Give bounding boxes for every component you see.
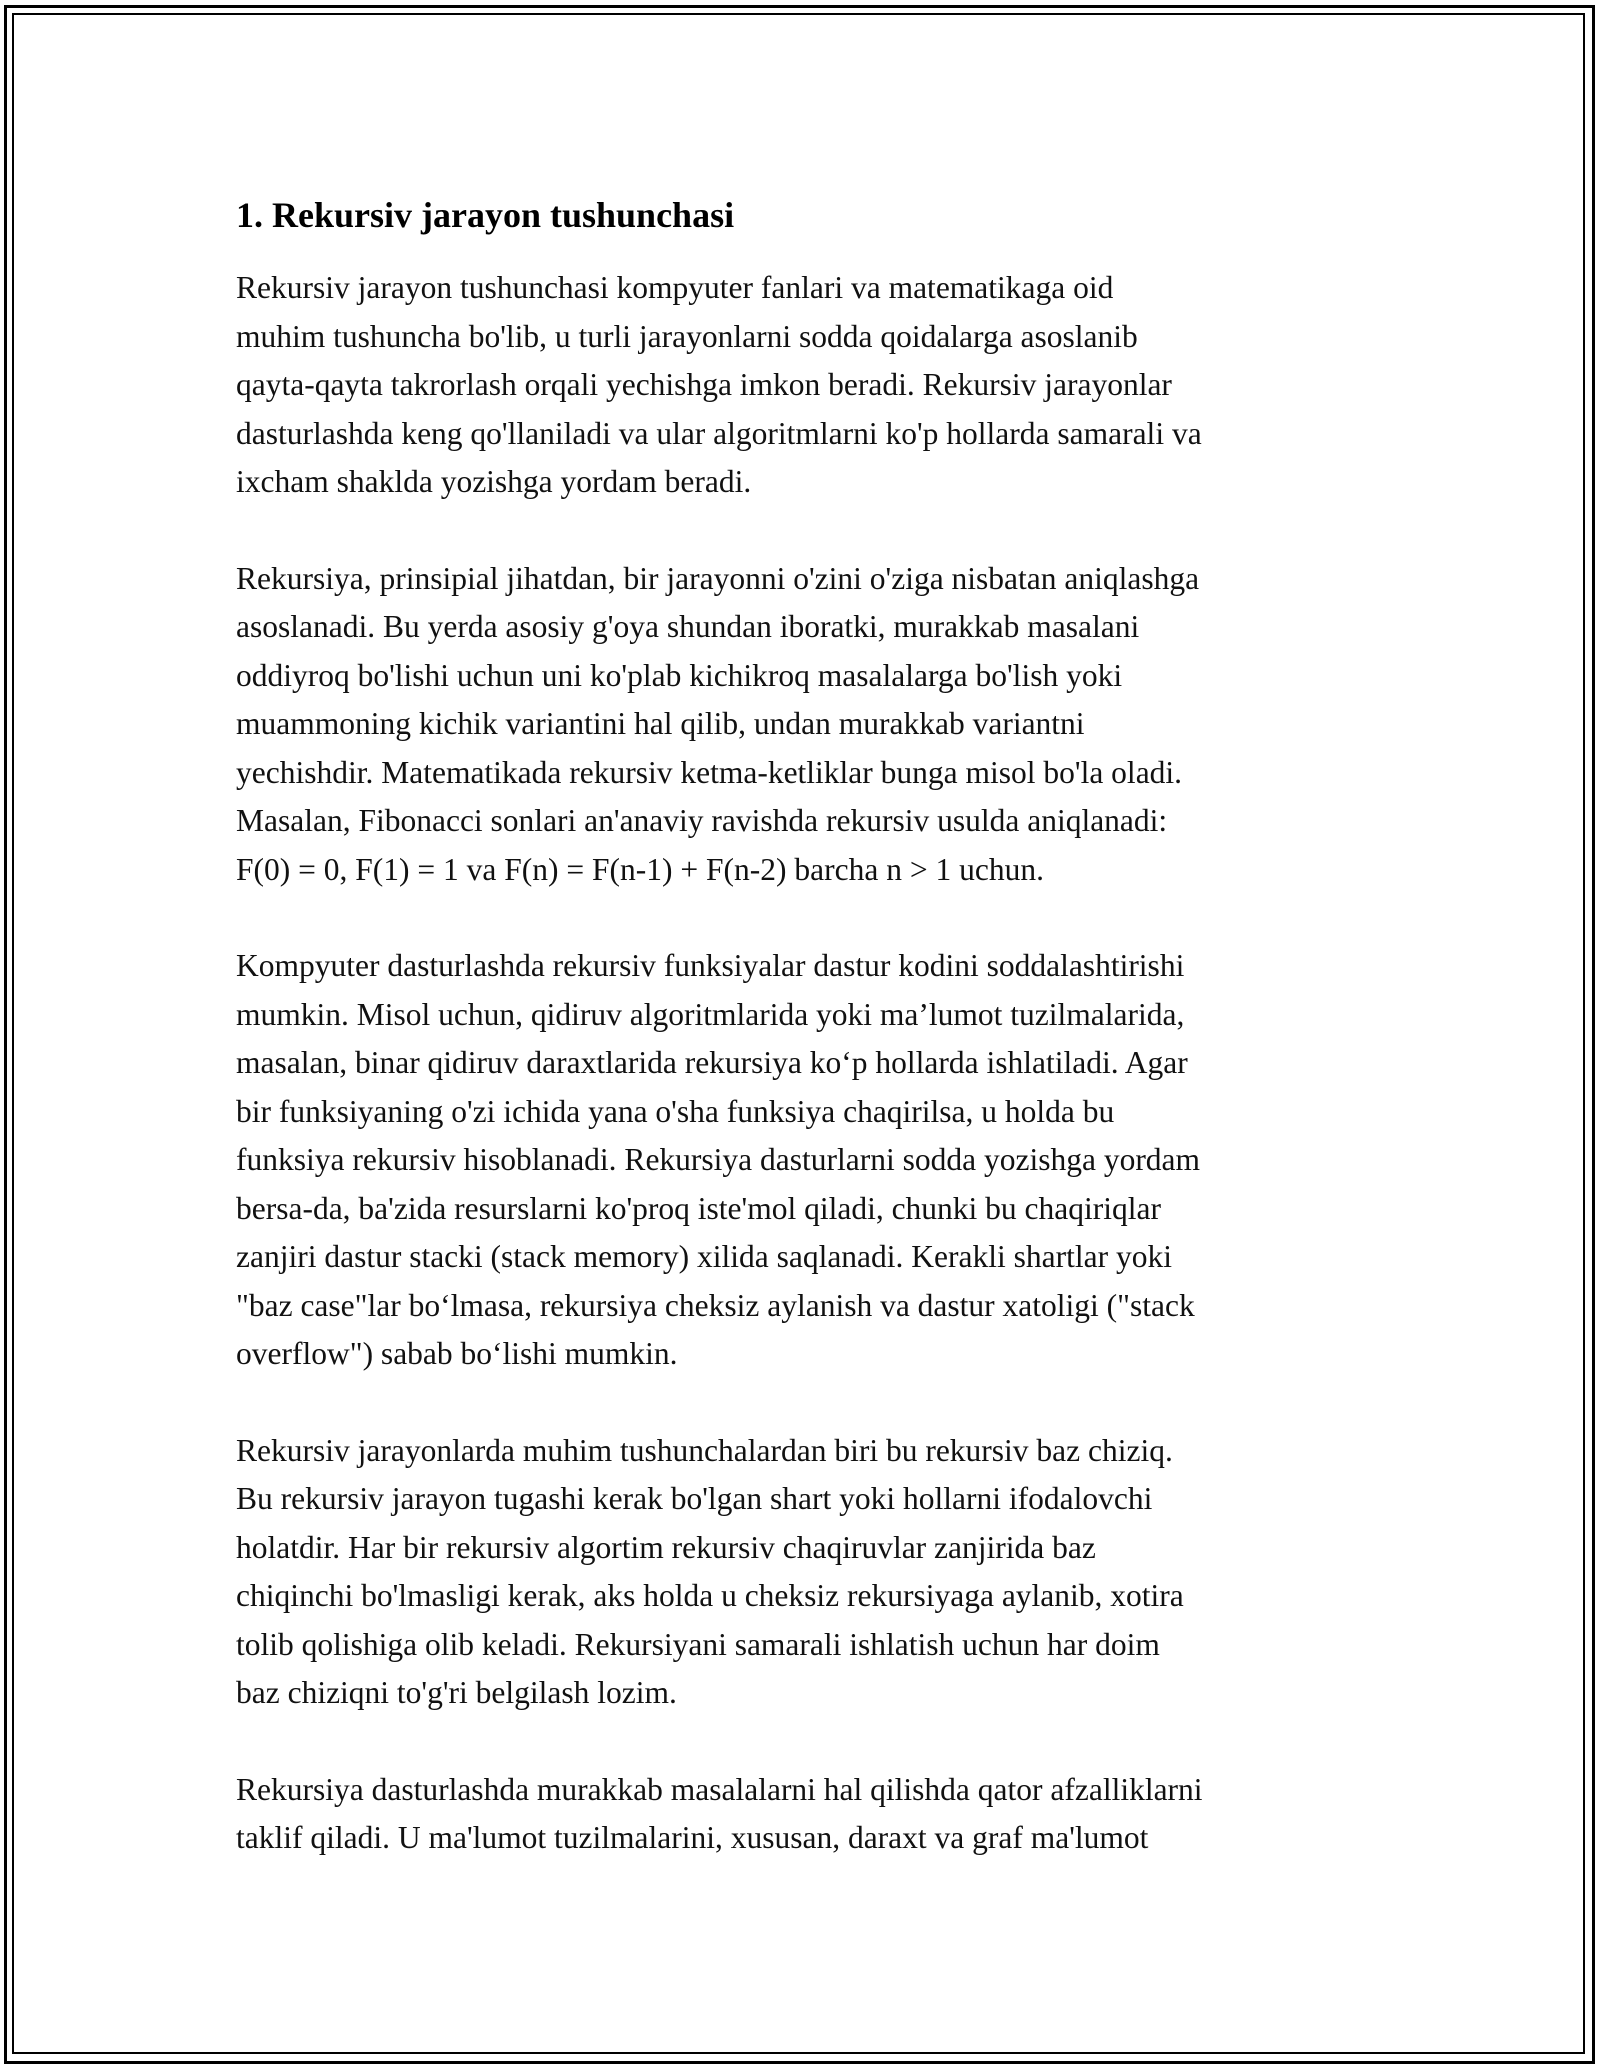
paragraph-1: Rekursiv jarayon tushunchasi kompyuter fanlari va matematikaga oid muhim tushuncha bo'lib, u turli jarayonlarni sodda qoidalarga asoslanib qayta-qayta takrorlash orqali yechishga imkon beradi. Rekursiv jarayonlar dasturlashda keng qo'llaniladi va ular algoritmlarni ko'p hollarda samarali va ixcham shaklda yozishga yordam beradi. [236,270,1202,499]
document-body [236,188,1366,1911]
section-heading: 1. Rekursiv jarayon tushunchasi [236,195,735,235]
paragraph-5: Rekursiya dasturlashda murakkab masalalarni hal qilishda qator afzalliklarni taklif qiladi. U ma'lumot tuzilmalarini, xususan, daraxt va graf ma'lumot [236,1771,1203,1855]
paragraph-3: Kompyuter dasturlashda rekursiv funksiyalar dastur kodini soddalashtirishi mumkin. Misol uchun, qidiruv algoritmlarida yoki ma’lumot tuzilmalarida, masalan, binar qidiruv daraxtlarida rekursiya ko‘p hollarda ishlatiladi. Agar bir funksiyaning o'zi ichida yana o'sha funksiya chaqirilsa, u holda bu funksiya rekursiv hisoblanadi. Rekursiya dasturlarni sodda yozishga yordam bersa-da, ba'zida resurslarni ko'proq iste'mol qiladi, chunki bu chaqiriqlar zanjiri dastur stacki (stack memory) xilida saqlanadi. Kerakli shartlar yoki "baz case"lar bo‘lmasa, rekursiya cheksiz aylanish va dastur xatoligi ("stack overflow") sabab bo‘lishi mumkin. [236,948,1201,1371]
paragraph-2: Rekursiya, prinsipial jihatdan, bir jarayonni o'zini o'ziga nisbatan aniqlashga asoslanadi. Bu yerda asosiy g'oya shundan iboratki, murakkab masalani oddiyroq bo'lishi uchun uni ko'plab kichikroq masalalarga bo'lish yoki muammoning kichik variantini hal qilib, undan murakkab variantni yechishdir. Matematikada rekursiv ketma-ketliklar bunga misol bo'la oladi. Masalan, Fibonacci sonlari an'anaviy ravishda rekursiv usulda aniqlanadi: F(0) = 0, F(1) = 1 va F(n) = F(n-1) + F(n-2) barcha n > 1 uchun. [236,560,1200,887]
paragraph-4: Rekursiv jarayonlarda muhim tushunchalardan biri bu rekursiv baz chiziq. Bu rekursiv jarayon tugashi kerak bo'lgan shart yoki hollarni ifodalovchi holatdir. Har bir rekursiv algortim rekursiv chaqiruvlar zanjirida baz chiqinchi bo'lmasligi kerak, aks holda u cheksiz rekursiyaga aylanib, xotira tolib qolishiga olib keladi. Rekursiyani samarali ishlatish uchun har doim baz chiziqni to'g'ri belgilash lozim. [236,1432,1184,1710]
